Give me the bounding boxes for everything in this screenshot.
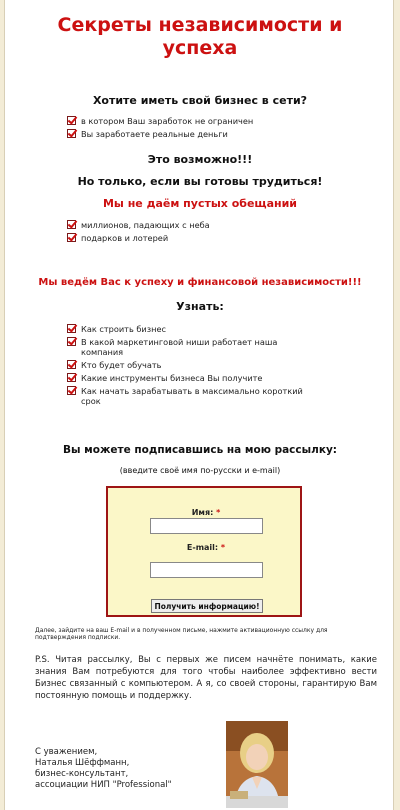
question-heading: Хотите иметь свой бизнес в сети? [92,94,308,107]
email-label: E-mail: * [186,543,226,552]
subscribe-form [106,486,302,617]
checked-box-icon [67,360,76,369]
list-item: Как начать зарабатывать в максимально короткий срок [67,386,303,406]
list-item: миллионов, падающих с неба [67,220,210,230]
checked-box-icon [67,337,76,346]
checked-box-icon [67,324,76,333]
checked-box-icon [67,233,76,242]
checked-box-icon [67,116,76,125]
lead-heading: Мы ведём Вас к успеху и финансовой независимости!!! [38,277,362,288]
author-photo [226,721,288,808]
list-item: Как строить бизнес [67,324,303,334]
subscribe-hint: (введите своё имя по-русски и e-mail) [119,466,281,475]
ps-text: P.S. Читая рассылку, Вы с первых же писем начнёте понимать, какие знания Вам потребуются для того чтобы наиболее эффективно вести Бизнес связанный с компьютером. А я, со своей стороны, гарантирую Вам постоянную помощь и поддержку. [35,655,377,701]
list-item: Какие инструменты бизнеса Вы получите [67,373,303,383]
checked-box-icon [67,129,76,138]
possible-heading: Это возможно!!! [147,153,253,166]
page-title-line2: успеха [162,37,238,59]
list-item: подарков и лотерей [67,233,210,243]
question-list [67,116,253,142]
submit-button[interactable]: Получить информацию! [151,599,263,613]
required-mark: * [216,508,221,517]
page-content [4,0,394,810]
email-field[interactable] [150,562,263,578]
list-item: Вы заработаете реальные деньги [67,129,253,139]
name-field[interactable] [150,518,263,534]
learn-heading: Узнать: [176,300,224,313]
only-if-heading: Но только, если вы готовы трудиться! [77,175,323,188]
checked-box-icon [67,373,76,382]
required-mark: * [220,543,226,552]
checked-box-icon [67,220,76,229]
no-promises-heading: Мы не даём пустых обещаний [102,197,298,210]
page-title [5,14,395,60]
list-item: В какой маркетинговой ниши работает наша компания [67,337,303,357]
promise-list [67,220,210,246]
list-item: в котором Ваш заработок не ограничен [67,116,253,126]
page-title-line1: Секреты независимости и [57,14,343,36]
checked-box-icon [67,386,76,395]
signature: С уважением, Наталья Шёффманн, бизнес-консультант, ассоциации НИП "Professional" [35,747,172,790]
name-label: Имя: * [191,508,221,517]
fine-print: Далее, зайдите на ваш E-mail и в полученном письме, нажмите активационную ссылку для подтверждения подписки. [35,627,328,641]
learn-list [67,324,303,409]
list-item: Кто будет обучать [67,360,303,370]
subscribe-heading: Вы можете подписавшись на мою рассылку: [63,444,337,456]
